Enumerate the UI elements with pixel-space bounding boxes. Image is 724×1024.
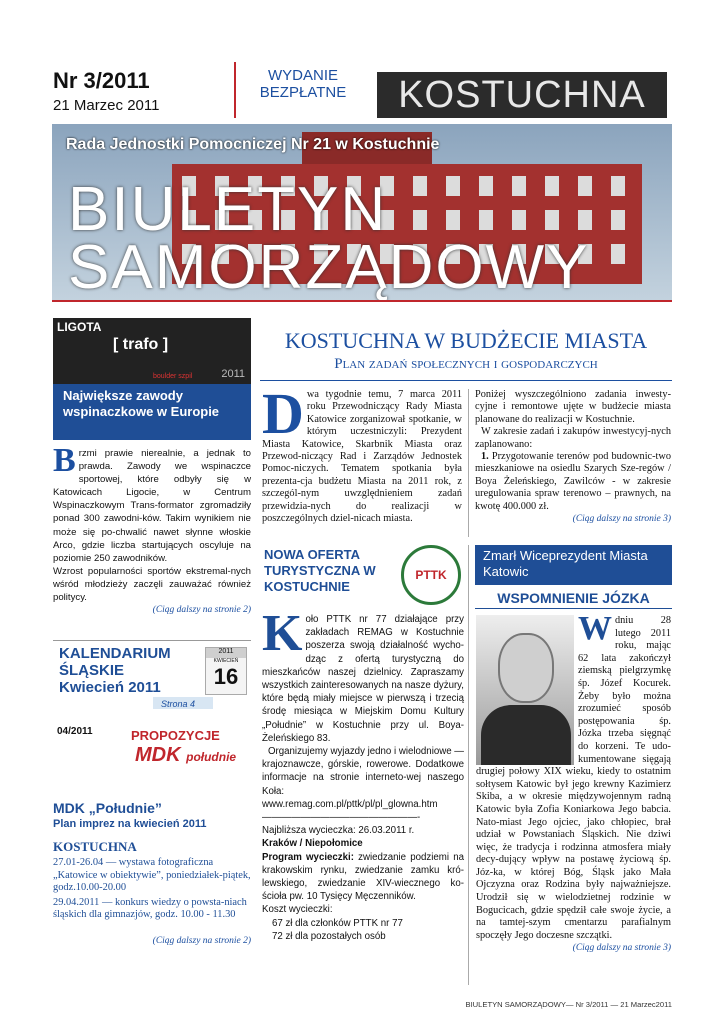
main-col1-text: wa tygodnie temu, 7 marca 2011 roku Przewodniczący Rady Miasta Katowice zorganizował spotkanie, w którym uczestniczyli: Prezydent Miasta Katowice, Skarbnik Miasta oraz Przewod-niczący Rad i Zarządów Jednostek Pomoc-niczych. Tematem spotkania była prezenta-cja budżetu Miasta na 2011 rok, z szczegól-nym uwzględnieniem zadań przewidzia-nych do realizacji w poszczególnych dziel-nicach miasta.: [262, 389, 462, 525]
pttk-url-link[interactable]: www.remag.com.pl/pttk/pl/pl_glowna.htm: [262, 798, 438, 810]
mdk-subheading: Plan imprez na kwiecień 2011: [53, 818, 207, 830]
mdk-logo-sub: południe: [186, 750, 237, 764]
building-window: [479, 176, 493, 196]
pttk-dashes: ————————————————-: [262, 812, 421, 824]
pttk-header: [260, 545, 465, 605]
pttk-cost1: 67 zł dla członków PTTK nr 77: [272, 917, 403, 929]
mdk-logo-text: MDK: [135, 744, 181, 766]
main-dropcap: D: [262, 381, 304, 446]
pttk-cost2: 72 zł dla pozostałych osób: [272, 930, 386, 942]
mdk-item: 27.01-26.04 — wystawa fotograficzna „Katowice w obiektywie”, poniedziałek-piątek, godz.10.00-20.00: [53, 857, 251, 894]
main-continued: (Ciąg dalszy na stronie 3): [572, 514, 671, 525]
propozycje-issue: 04/2011: [57, 726, 93, 737]
ligota-year: 2011: [221, 368, 245, 380]
cal-year: 2011: [206, 648, 246, 658]
ligota-body: rzmi prawie nierealnie, a jednak to prawda. Zawody we wspinaczce sportowej, które odbyły się w Katowicach Ligocie, w Centrum Wspinaczkowym Trans-formator zgromadziły ponad 300 zawodni-ków. Takim wynikiem nie może się po-chwalić nawet słynne włoskie Arco, gdzie liczba startujących oscyluje na poziomie 250 zawodników.: [53, 448, 251, 564]
masthead-title-line2: SAMORZĄDOWY: [68, 233, 590, 300]
building-window: [446, 210, 460, 230]
building-window: [479, 210, 493, 230]
main-article-subtitle: Plan zadań społecznych i gospodarczych: [334, 356, 598, 372]
kal-line3: Kwiecień 2011: [59, 679, 161, 696]
main-article-col2: [475, 389, 671, 525]
mdk-heading: MDK „Południe”: [53, 800, 162, 816]
pttk-p2: Organizujemy wyjazdy jedno i wielodniowe — krajoznawcze, górskie, rowerowe. Dodatkowe informacje na stronie interneto-wej naszego Koła:: [262, 746, 464, 797]
main-article-col1: [262, 381, 462, 525]
obituary-body: dniu 28 lutego 2011 roku, mając 62 lata zakończył ziemską pielgrzymkę śp. Józef Kocurek. Żeby było można zrozumieć sposób postępowania śp. Józka trzeba sięgnąć do korzeni. Te udo-kumentowane sięgają drugiej połowy XIX wieku, kiedy to ostatnim sołtysem Katowic był jego krewny Kazimierz Skiba, a w okresie międzywojennym radną Katowic była Zofia Koniarkowa Jego babcia. Nato-miast Jego ojciec, jako chłopiec, brał udział w Powstaniach Śląskich. Nie dziwi więc, że tradycja i rodzinna atmosfera miały decy-dujący wpływ na postawę życiową śp. Józ-ka, w której Bóg, Śląsk jako Mała Ojczyzna oraz Rodzina były najważniejsze. Urodził się w wielodzietnej rodzinie w Bogucicach, gdzie spędził całe swoje życie, a na tamtej-szym cmentarzu parafialnym spoczęły Jego doczesne szczątki.: [476, 615, 671, 941]
mdk-section: [53, 800, 251, 946]
ligota-continued: (Ciąg dalszy na stronie 2): [152, 605, 251, 616]
council-name: Rada Jednostki Pomocniczej Nr 21 w Kostuchnie: [66, 136, 440, 153]
kal-line1: KALENDARIUM: [59, 645, 171, 662]
masthead-rule: [52, 300, 672, 302]
pttk-p1: oło PTTK nr 77 działające przy zakładach REMAG w Kostuchnie poszerza swoją działalność wycho-dząc z ofertą turystyczną do mieszkańców naszej dzielnicy. Zapraszamy wszystkich zainteresowanych na nasze dyżury, które będą miały miejsce w pierwszą i trzecią środę miesiąca w Miejskim Domu Kultury „Południe” w Kostuchnie przy ul. Boya-Żeleńskiego 83.: [262, 614, 464, 744]
column-divider: [468, 545, 469, 985]
item-number: 1.: [481, 451, 489, 463]
mdk-logo: [135, 744, 245, 784]
building-window: [611, 210, 625, 230]
pttk-cost-label: Koszt wycieczki:: [262, 904, 333, 916]
building-window: [611, 176, 625, 196]
main-col2-p2: W zakresie zadań i zakupów inwestycyj-nych zaplanowano:: [475, 426, 671, 450]
mdk-item: 29.04.2011 — konkurs wiedzy o powsta-niach śląskich dla gimnazjów, godz. 10.00 - 11.30: [53, 896, 247, 921]
obituary-article: [476, 610, 671, 955]
ligota-image: [53, 318, 251, 384]
main-col2-p3-text: Przygotowanie terenów pod budownic-two mieszkaniowe na osiedlu Szarych Sze-regów / Boya Żeleńskiego, Zawilców - w zakresie uregulowania spraw terenowo – prawnych, na kwotę 400.000 zł.: [475, 451, 671, 512]
kalendarium-title: [59, 645, 171, 696]
kal-line2: ŚLĄSKIE: [59, 662, 125, 679]
kalendarium-box: [53, 640, 251, 708]
trafo-logo: [ trafo ]: [113, 336, 169, 353]
building-window: [545, 210, 559, 230]
building-window: [413, 210, 427, 230]
obituary-dropcap: W: [578, 610, 612, 647]
pttk-next-trip: Najbliższa wycieczka: 26.03.2011 r.: [262, 825, 415, 837]
building-window: [545, 176, 559, 196]
title-rule: [260, 380, 672, 381]
propozycje-box: [53, 722, 251, 792]
main-col2-p1: Poniżej wyszczególniono zadania inwesty-cyjne i remontowe ujęte w budżecie miasta planowane do realizacji w Kostuchnie.: [475, 389, 671, 425]
propozycje-title: PROPOZYCJE: [131, 728, 220, 743]
page-footer: BIULETYN SAMORZĄDOWY— Nr 3/2011 — 21 Marzec2011: [465, 1000, 672, 1009]
pttk-dropcap: K: [262, 605, 303, 662]
pttk-headline: NOWA OFERTA TURYSTYCZNA W KOSTUCHNIE: [264, 547, 376, 594]
cal-day: 16: [213, 664, 239, 689]
main-col2-p3: [475, 451, 671, 513]
mdk-continued: (Ciąg dalszy na stronie 2): [152, 935, 251, 946]
building-window: [578, 176, 592, 196]
pttk-program-label: Program wycieczki:: [262, 851, 354, 863]
pttk-program: zwiedzanie podziemi na krakowskim rynku, zwiedzanie zamku kró-lewskiego, zwiedzanie XIV-wiecznego ko-ścioła pw. 10 Tysięcy Męczenników.: [262, 851, 464, 903]
cal-month: KWIECIEŃ: [213, 658, 239, 664]
ligota-dropcap: B: [53, 442, 76, 479]
boulder-logo: boulder szpil: [153, 373, 193, 380]
place-nameplate: KOSTUCHNA: [377, 72, 667, 118]
building-window: [611, 244, 625, 264]
calendar-icon: [205, 647, 247, 695]
ligota-label: LIGOTA: [57, 320, 102, 334]
free-edition-label: [248, 67, 358, 101]
mdk-place: KOSTUCHNA: [53, 839, 137, 854]
issue-date: 21 Marzec 2011: [53, 97, 160, 114]
main-article-title: KOSTUCHNA W BUDŻECIE MIASTA: [284, 328, 648, 353]
edition-line1: WYDANIE: [267, 67, 338, 84]
pttk-article: [262, 605, 464, 943]
obituary-title: WSPOMNIENIE JÓZKA: [475, 587, 672, 609]
header-divider: [234, 62, 236, 118]
masthead-banner: [52, 124, 672, 300]
building-window: [413, 176, 427, 196]
building-window: [578, 210, 592, 230]
building-window: [446, 176, 460, 196]
obituary-header: Zmarł Wiceprezydent Miasta Katowic: [475, 545, 672, 585]
pttk-logo: PTTK: [401, 545, 461, 605]
issue-number: Nr 3/2011: [53, 68, 150, 93]
masthead-title-line1: BIULETYN: [68, 175, 388, 244]
ligota-headline: Największe zawody wspinaczkowe w Europie: [53, 384, 251, 440]
obituary-continued: (Ciąg dalszy na stronie 3): [572, 943, 671, 954]
building-window: [512, 176, 526, 196]
ligota-body2: Wzrost popularności sportów ekstremal-nych wśród młodzieży zaczęli zauważać również politycy.: [53, 565, 251, 604]
column-divider: [468, 389, 469, 537]
photo-spacer: [476, 615, 578, 763]
ligota-article: [53, 442, 251, 617]
edition-line2: BEZPŁATNE: [259, 84, 347, 101]
building-window: [512, 210, 526, 230]
kalendarium-page-ref: Strona 4: [161, 699, 196, 709]
pttk-route: Kraków / Niepołomice: [262, 838, 363, 850]
